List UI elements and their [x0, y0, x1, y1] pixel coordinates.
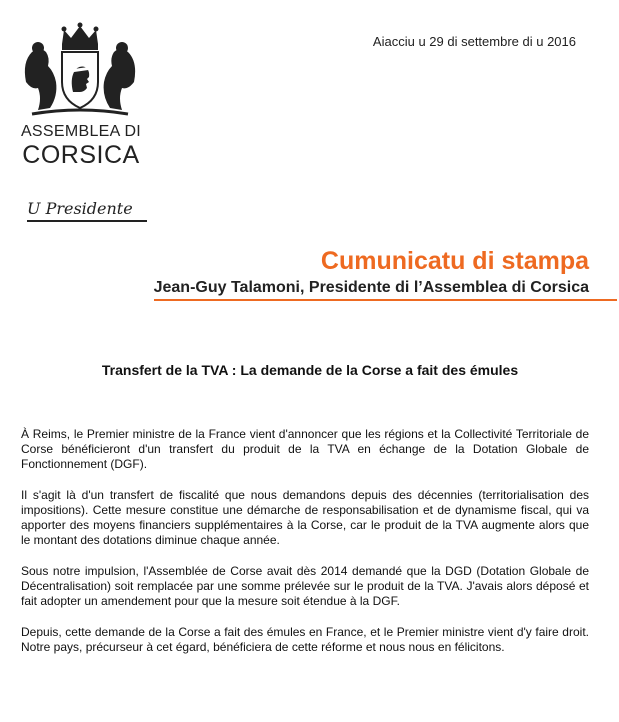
- body-paragraph: Il s'agit là d'un transfert de fiscalité que nous demandons depuis des décennies (territorialisation des impositions). Cette mesure constitue une démarche de responsabilisation et de dynamisme fiscal, qui va apporter des moyens financiers supplémentaires à la Corse, car le produit de la TVA augmente alors que le montant des dotations diminue chaque année.: [21, 488, 589, 547]
- corsica-emblem-icon: [18, 22, 142, 122]
- article-body: [21, 427, 589, 671]
- body-paragraph: Sous notre impulsion, l'Assemblée de Corse avait dès 2014 demandé que la DGD (Dotation Globale de Décentralisation) soit remplacée par une somme prélevée sur le produit de la TVA. J'avais alors déposé et fait adopter un amendement pour que la mesure soit étendue à la DGF.: [21, 564, 589, 608]
- organization-name-line1: ASSEMBLEA DI: [20, 123, 142, 140]
- press-release-title: Cumunicatu di stampa: [320, 247, 589, 275]
- presidente-signature: U Presidente: [27, 200, 147, 222]
- title-divider: [154, 299, 617, 301]
- body-paragraph: Depuis, cette demande de la Corse a fait des émules en France, et le Premier ministre vient d'y faire droit. Notre pays, précurseur à cet égard, bénéficiera de cette réforme et nous nous en félicitons.: [21, 625, 589, 654]
- assembly-logo: [18, 22, 142, 122]
- document-date: Aiacciu u 29 di settembre di u 2016: [372, 34, 576, 49]
- body-paragraph: À Reims, le Premier ministre de la France vient d'annoncer que les régions et la Collectivité Territoriale de Corse bénéficieront d'un transfert du produit de la TVA en échange de la Dotation Globale de Fonctionnement (DGF).: [21, 427, 589, 471]
- organization-name-line2: CORSICA: [22, 141, 140, 169]
- press-release-subtitle: Jean-Guy Talamoni, Presidente di l’Assemblea di Corsica: [153, 279, 589, 296]
- article-headline: Transfert de la TVA : La demande de la Corse a fait des émules: [101, 362, 519, 378]
